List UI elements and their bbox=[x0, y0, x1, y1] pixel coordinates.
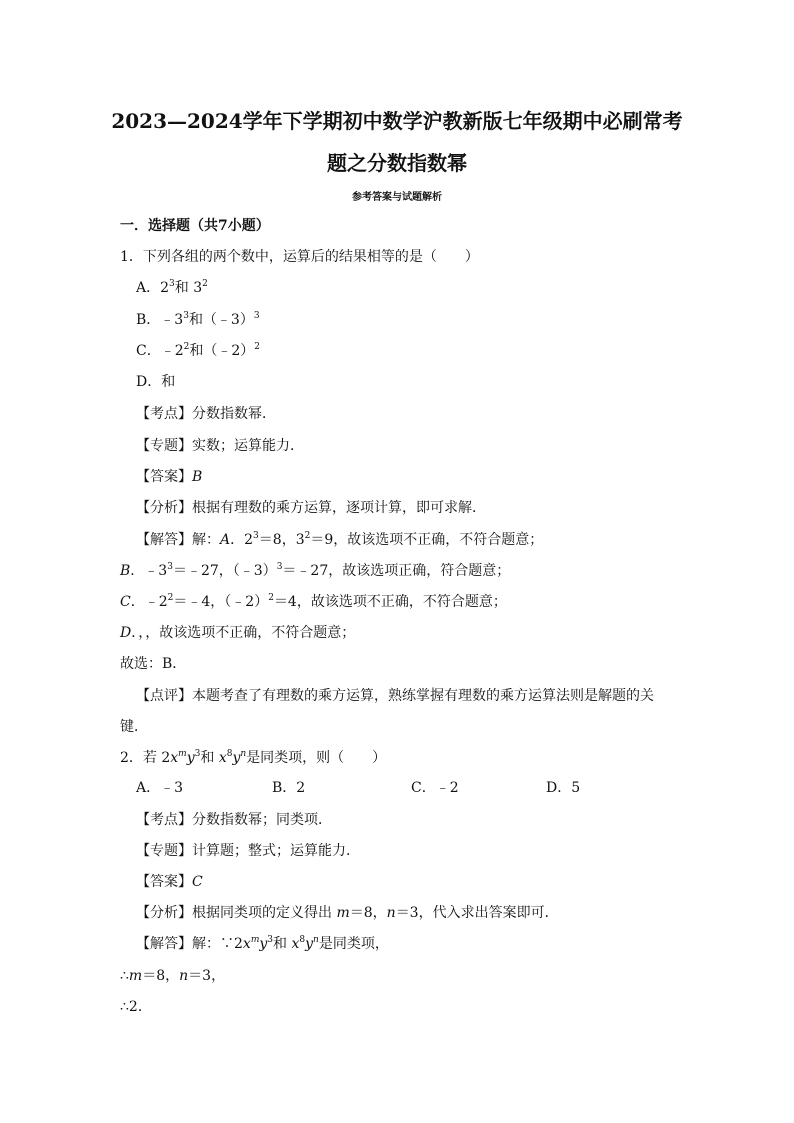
q1-zhuanti: 【专题】实数；运算能力． bbox=[136, 438, 304, 454]
q1-dianping-line2: 键． bbox=[120, 719, 148, 735]
q2-stem: 2．若 $2x^my^3$和 $x^8y^n$是同类项，则（ ） bbox=[120, 749, 387, 766]
q1-option-d: D．和 bbox=[136, 374, 176, 390]
q2-answer: 【答案】C bbox=[136, 874, 203, 890]
q1-solution-c: C．$﹣2^2=﹣4$，（﹣2）$^2$＝4，故该选项不正确，不符合题意； bbox=[120, 593, 507, 610]
q1-fenxi: 【分析】根据有理数的乘方运算，逐项计算，即可求解． bbox=[136, 500, 486, 516]
q1-solution-d: D．，，故该选项不正确，不符合题意； bbox=[120, 625, 356, 641]
q2-kaodian: 【考点】分数指数幂；同类项． bbox=[136, 812, 332, 828]
q2-zhuanti: 【专题】计算题；整式；运算能力． bbox=[136, 843, 360, 859]
q2-fenxi: 【分析】根据同类项的定义得出 m＝8，n＝3，代入求出答案即可． bbox=[136, 905, 559, 921]
document-title-line-1: 2023—2024学年下学期初中数学沪教新版七年级期中必刷常考 bbox=[111, 109, 683, 133]
q2-option-a: A．﹣3 bbox=[136, 780, 184, 796]
q1-conclusion: 故选：B． bbox=[120, 656, 187, 672]
q1-option-c: C．$﹣2^2$和（﹣2）$^2$ bbox=[136, 342, 261, 359]
q1-answer: 【答案】B bbox=[136, 469, 203, 485]
q1-stem: 1．下列各组的两个数中，运算后的结果相等的是（ ） bbox=[120, 249, 479, 265]
q1-jieda: 【解答】解：A．$2^3=8$，$3^2=9$，故该选项不正确，不符合题意； bbox=[136, 531, 544, 548]
q1-kaodian: 【考点】分数指数幂． bbox=[136, 406, 276, 422]
q2-therefore-1: ∴m＝8，n＝3， bbox=[120, 968, 226, 984]
document-subtitle: 参考答案与试题解析 bbox=[352, 192, 442, 203]
q1-dianping-line1: 【点评】本题考查了有理数的乘方运算，熟练掌握有理数的乘方运算法则是解题的关 bbox=[136, 688, 654, 704]
q2-option-b: B．2 bbox=[272, 780, 306, 796]
document-title-line-2: 题之分数指数幂 bbox=[327, 151, 467, 175]
q2-therefore-2: ∴2． bbox=[120, 999, 152, 1015]
q1-solution-b: B．$﹣3^3=﹣27$，（﹣3）$^3$＝﹣27，故该选项正确，符合题意； bbox=[120, 562, 511, 579]
section-heading: 一．选择题（共7小题） bbox=[120, 218, 270, 234]
q2-option-c: C．﹣2 bbox=[411, 780, 459, 796]
q2-jieda: 【解答】解：$\because 2x^my^3$和 $x^8y^n$是同类项， bbox=[136, 935, 389, 952]
q1-option-a: A．$2^3$和 $3^2$ bbox=[136, 279, 208, 296]
q2-option-d: D．5 bbox=[546, 780, 581, 796]
q1-option-b: B．$﹣3^3$和（﹣3）$^3$ bbox=[136, 311, 260, 328]
